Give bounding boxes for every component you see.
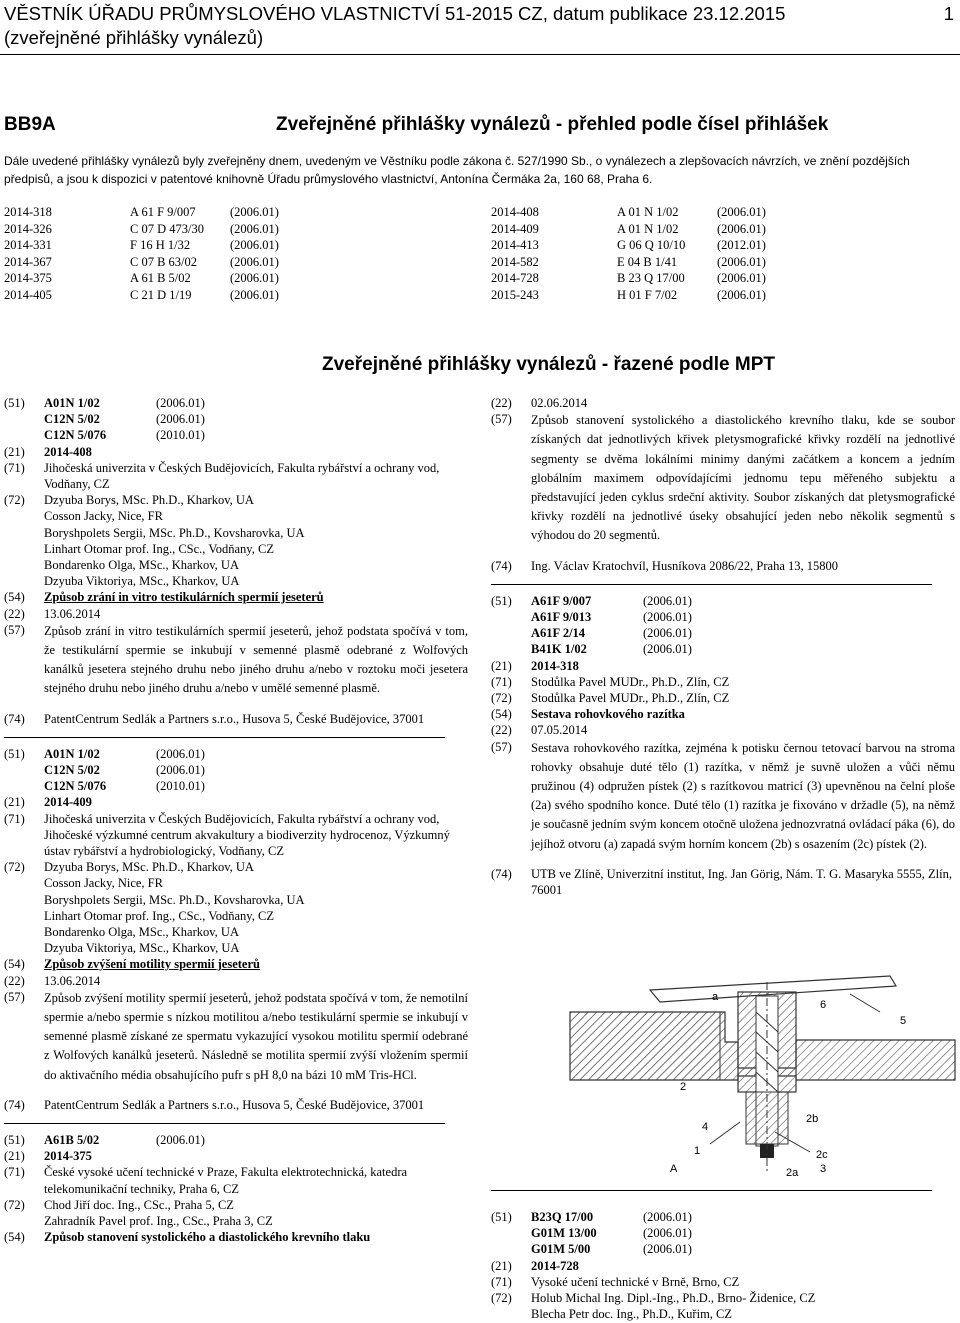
right-column bbox=[491, 395, 955, 898]
field-51: (51) B23Q 17/00 (2006.01) G01M 13/00 (2006.01) G01M 5/00 (2006.01) bbox=[491, 1209, 955, 1258]
index-num: 2014-405 bbox=[4, 287, 52, 302]
index-row bbox=[491, 288, 891, 305]
index-num: 2014-326 bbox=[4, 221, 52, 236]
index-row bbox=[4, 222, 404, 239]
field-51: (51) A61B 5/02 (2006.01) bbox=[4, 1132, 468, 1148]
index-cls: E 04 B 1/41 bbox=[617, 254, 678, 269]
index-row bbox=[491, 205, 891, 222]
classification-code: C12N 5/076 bbox=[44, 428, 107, 443]
drawing-label: 1 bbox=[694, 1145, 701, 1157]
applicant: Stodůlka Pavel MUDr., Ph.D., Zlín, CZ bbox=[531, 674, 730, 689]
abstract: Způsob zvýšení motility spermií jeseterů, jehož podstata spočívá v tom, že nemotilní spermie a/nebo spermie s nízkou motilitou a/nebo testikulární spermie se inkubují v semenné plasmě získané ze spermatu vykazující vysokou motilitu spermií odebrané z Wolfových kanálků jeseterů. Následně se motilita spermií zvýší vložením spermií do aktivačního média obsahujícího pufr s pH 8,0 na bázi 10 mM Tris-HCl. bbox=[44, 990, 468, 1082]
index-row bbox=[4, 271, 404, 288]
classification-version: (2006.01) bbox=[643, 1226, 692, 1241]
applicant: Jihočeská univerzita v Českých Budějovicích, Fakulta rybářství a ochrany vod, Jihočeské výzkumné centrum akvakultury a biodiverzity hydrocenoz, Výzkumný ústav rybářství a hydrobiologický, Vodňany, CZ bbox=[44, 811, 450, 858]
application-number: 2014-409 bbox=[44, 795, 92, 810]
application-number: 2014-408 bbox=[44, 444, 92, 459]
abstract: Způsob zrání in vitro testikulárních spermií jeseterů, jehož podstata spočívá v tom, že testikulární spermie se inkubují v semenné plasmě odebrané z Wolfových kanálků jesetera stejného druhu nebo jiného druhu a/nebo v roztoku moči jesetera stejného druhu nebo jiného druhu a/nebo v umělé semenné plasmě. bbox=[44, 623, 468, 696]
left-column bbox=[4, 395, 468, 1245]
classification-code: C12N 5/02 bbox=[44, 412, 100, 427]
classification-code: B23Q 17/00 bbox=[531, 1210, 594, 1224]
entry-2014-408: (51) A01N 1/02 (2006.01) C12N 5/02 (2006.01) C12N 5/076 (2010.01) (21) 2014-408 (71) Jihočeská univerzita v Českých Budějovicích, Fakulta rybářství a ochrany vod, Vodňany, CZ (72) Dzyuba Borys, MSc. Ph.D., Kharkov, UA Cosson Jacky, Nice, FR Boryshpolets Sergii, MSc. Ph.D., Kovsharovka, UA Linhart Otomar prof. Ing., CSc., Vodňany, CZ Bondarenko Olga, MSc., Kharkov, UA Dzyuba Viktoriya, MSc., Kharkov, UA (54) Způsob zrání in vitro testikulárních spermií jeseterů (22) 13.06.2014 (57) Způsob zrání in vitro testikulárních spermií jeseterů, jehož podstata spočívá v tom, že testikulární spermie se inkubují v semenné plasmě odebrané z Wolfových kanálků jesetera stejného druhu nebo jiného druhu a/nebo v roztoku moči jesetera stejného druhu nebo jiného druhu a/nebo v umělé semenné plasmě. (74) PatentCentrum Sedlák a Partners s.r.o., Husova 5, České Budějovice, 37001 bbox=[4, 396, 468, 726]
index-num: 2014-582 bbox=[491, 254, 539, 269]
index-ver: (2012.01) bbox=[717, 238, 766, 252]
index-cls: F 16 H 1/32 bbox=[130, 238, 191, 252]
inventors bbox=[531, 1290, 955, 1322]
classification-version: (2006.01) bbox=[156, 412, 205, 427]
classification-code: G01M 5/00 bbox=[531, 1242, 591, 1257]
header-rule bbox=[0, 54, 960, 55]
classification-line bbox=[4, 395, 468, 411]
classification-code: A01N 1/02 bbox=[44, 746, 100, 761]
index-num: 2014-413 bbox=[491, 238, 539, 252]
abstract: Sestava rohovkového razítka, zejména k potisku černou tetovací barvou na stroma rohovky obsahuje duté tělo (1) razítka, v němž je suvně uložen a vůči němu pružinou (4) odpružen pístek (2) s razítkovou matricí (3) upevněnou na čelní ploše (2a) svého spodního konce. Duté tělo (1) razítka je fixováno v držadle (5), na němž je současně jedním svým koncem otočně uložena jednozvratná ovládací páka (6), do jejíhož otvoru (a) zapadá svým horním koncem (2b) s osazením (2c) pístek (2). bbox=[531, 740, 955, 851]
inventor: Dzyuba Viktoriya, MSc., Kharkov, UA bbox=[44, 574, 240, 589]
field-51: (51) A01N 1/02 (2006.01) C12N 5/02 (2006.01) C12N 5/076 (2010.01) bbox=[4, 746, 468, 795]
index-cls: C 07 D 473/30 bbox=[130, 221, 204, 236]
application-number: 2014-375 bbox=[44, 1149, 92, 1164]
index-ver: (2006.01) bbox=[717, 254, 766, 269]
index-ver: (2006.01) bbox=[717, 271, 766, 285]
classification-code: C12N 5/076 bbox=[44, 779, 107, 794]
index-row bbox=[4, 205, 404, 222]
classification-line bbox=[491, 641, 955, 657]
classification-line bbox=[491, 1241, 955, 1257]
index-ver: (2006.01) bbox=[717, 287, 766, 302]
classification-line bbox=[4, 746, 468, 762]
agent: Ing. Václav Kratochvíl, Husníkova 2086/22, Praha 13, 15800 bbox=[531, 558, 839, 573]
inventor: Dzyuba Borys, MSc. Ph.D., Kharkov, UA bbox=[44, 493, 254, 508]
classification-line bbox=[4, 411, 468, 427]
classification-line bbox=[4, 778, 468, 794]
inventor: Bondarenko Olga, MSc., Kharkov, UA bbox=[44, 925, 239, 939]
invention-title: Způsob stanovení systolického a diastolického krevního tlaku bbox=[44, 1230, 371, 1245]
classification-version: (2006.01) bbox=[156, 746, 205, 761]
classification-code: A61F 2/14 bbox=[531, 626, 586, 641]
inventor: Bondarenko Olga, MSc., Kharkov, UA bbox=[44, 557, 239, 572]
drawing-label: 2a bbox=[786, 1167, 799, 1179]
classification-version: (2006.01) bbox=[643, 642, 692, 657]
index-row bbox=[491, 255, 891, 272]
agent: UTB ve Zlíně, Univerzitní institut, Ing. Jan Görig, Nám. T. G. Masaryka 5555, Zlín, 76001 bbox=[531, 866, 952, 898]
index-left bbox=[4, 205, 404, 304]
classification-code: A61F 9/013 bbox=[531, 610, 592, 625]
agent: PatentCentrum Sedlák a Partners s.r.o., Husova 5, České Budějovice, 37001 bbox=[44, 1097, 425, 1112]
index-cls: C 07 B 63/02 bbox=[130, 254, 198, 269]
entry-separator bbox=[4, 1123, 445, 1124]
index-cls: A 01 N 1/02 bbox=[617, 205, 679, 219]
drawing-label: 2 bbox=[680, 1081, 687, 1093]
index-num: 2014-367 bbox=[4, 254, 52, 269]
entry-separator bbox=[491, 1190, 932, 1191]
applicant: Jihočeská univerzita v Českých Budějovicích, Fakulta rybářství a ochrany vod, Vodňany, CZ bbox=[44, 460, 440, 491]
classification-line bbox=[4, 1132, 468, 1148]
classification-version: (2010.01) bbox=[156, 779, 205, 794]
field-51: (51) A61F 9/007 (2006.01) A61F 9/013 (2006.01) A61F 2/14 (2006.01) B41K 1/02 (2006.01) bbox=[491, 593, 955, 658]
inventors bbox=[531, 690, 955, 706]
drawing-label: a bbox=[712, 991, 719, 1003]
inventor: Zahradník Pavel prof. Ing., CSc., Praha 3, CZ bbox=[44, 1214, 273, 1229]
classification-version: (2006.01) bbox=[643, 1210, 692, 1224]
index-ver: (2006.01) bbox=[230, 238, 279, 252]
inventor: Blecha Petr doc. Ing., Ph.D., Kuřim, CZ bbox=[531, 1307, 733, 1322]
index-cls: A 61 F 9/007 bbox=[130, 205, 196, 219]
journal-title-line2: (zveřejněné přihlášky vynálezů) bbox=[4, 27, 264, 48]
agent: PatentCentrum Sedlák a Partners s.r.o., Husova 5, České Budějovice, 37001 bbox=[44, 711, 425, 726]
applicant: Vysoké učení technické v Brně, Brno, CZ bbox=[531, 1274, 740, 1289]
index-row bbox=[491, 271, 891, 288]
field-51: (51) A01N 1/02 (2006.01) C12N 5/02 (2006.01) C12N 5/076 (2010.01) bbox=[4, 395, 468, 444]
filing-date: 13.06.2014 bbox=[44, 973, 101, 988]
inventor: Linhart Otomar prof. Ing., CSc., Vodňany, CZ bbox=[44, 541, 274, 556]
index-cls: H 01 F 7/02 bbox=[617, 287, 678, 302]
filing-date: 13.06.2014 bbox=[44, 606, 101, 621]
classification-code: A61F 9/007 bbox=[531, 593, 592, 608]
classification-line bbox=[491, 593, 955, 609]
invention-title: Způsob zvýšení motility spermií jeseterů bbox=[44, 957, 260, 972]
application-number: 2014-728 bbox=[531, 1258, 579, 1273]
inventors bbox=[44, 492, 468, 589]
classification-version: (2006.01) bbox=[156, 763, 205, 777]
index-right bbox=[491, 205, 891, 304]
entry-2014-375: (51) A61B 5/02 (2006.01) (21) 2014-375 (71) České vysoké učení technické v Praze, Fakulta elektrotechnická, katedra telekomunikační techniky, Praha 6, CZ (72) Chod Jiří doc. Ing., CSc., Praha 5, CZ Zahradník Pavel prof. Ing., CSc., Praha 3, CZ (54) Způsob stanovení systolického a diastolického krevního tlaku bbox=[4, 1132, 468, 1245]
classification-version: (2006.01) bbox=[643, 626, 692, 641]
index-ver: (2006.01) bbox=[230, 221, 279, 236]
index-ver: (2006.01) bbox=[230, 254, 279, 269]
entry-2014-318: (51) A61F 9/007 (2006.01) A61F 9/013 (2006.01) A61F 2/14 (2006.01) B41K 1/02 (2006.01) (21) 2014-318 (71) Stodůlka Pavel MUDr., Ph.D., Zlín, CZ (72) Stodůlka Pavel MUDr., Ph.D., Zlín, CZ (54) Sestava rohovkového razítka (22) 07.05.2014 (57) Sestava rohovkového razítka, zejména k potisku černou tetovací barvou na stroma rohovky obsahuje duté tělo (1) razítka, v němž je suvně uložen a vůči němu pružinou (4) odpružen pístek (2) s razítkovou matricí (3) upevněnou na čelní ploše (2a) svého spodního konce. Duté tělo (1) razítka je fixováno v držadle (5), na němž je současně jedním svým koncem otočně uložena jednozvratná ovládací páka (6), do jejíhož otvoru (a) zapadá svým horním koncem (2b) s osazením (2c) pístek (2). (74) UTB ve Zlíně, Univerzitní institut, Ing. Jan Görig, Nám. T. G. Masaryka 5555, Zlín, 76001 bbox=[491, 593, 955, 898]
inventor: Stodůlka Pavel MUDr., Ph.D., Zlín, CZ bbox=[531, 690, 730, 705]
inventor: Dzyuba Viktoriya, MSc., Kharkov, UA bbox=[44, 941, 240, 956]
inventor: Boryshpolets Sergii, MSc. Ph.D., Kovsharovka, UA bbox=[44, 525, 305, 540]
applicant: České vysoké učení technické v Praze, Fakulta elektrotechnická, katedra telekomunikační techniky, Praha 6, CZ bbox=[44, 1165, 408, 1196]
drawing-label: 5 bbox=[900, 1015, 907, 1027]
index-num: 2014-318 bbox=[4, 205, 52, 219]
index-row bbox=[4, 255, 404, 272]
index-cls: A 01 N 1/02 bbox=[617, 221, 679, 236]
inventors bbox=[44, 1197, 468, 1229]
inventor: Holub Michal Ing. Dipl.-Ing., Ph.D., Brno- Židenice, CZ bbox=[531, 1290, 816, 1305]
classification-code: B41K 1/02 bbox=[531, 642, 587, 657]
entry-separator bbox=[4, 737, 445, 738]
classification-line bbox=[4, 427, 468, 443]
inventor: Linhart Otomar prof. Ing., CSc., Vodňany, CZ bbox=[44, 908, 274, 923]
classification-version: (2006.01) bbox=[643, 610, 692, 625]
inventor: Chod Jiří doc. Ing., CSc., Praha 5, CZ bbox=[44, 1197, 234, 1212]
application-number: 2014-318 bbox=[531, 658, 579, 673]
inventors bbox=[44, 859, 468, 956]
entry-separator bbox=[491, 584, 932, 585]
classification-line bbox=[491, 625, 955, 641]
index-row bbox=[491, 238, 891, 255]
classification-code: A01N 1/02 bbox=[44, 396, 100, 410]
invention-title: Sestava rohovkového razítka bbox=[531, 707, 685, 722]
section-code: BB9A bbox=[4, 114, 56, 135]
index-num: 2014-375 bbox=[4, 271, 52, 285]
classification-line bbox=[491, 609, 955, 625]
index-cls: C 21 D 1/19 bbox=[130, 287, 192, 302]
index-row bbox=[491, 222, 891, 239]
invention-title: Způsob zrání in vitro testikulárních spermií jeseterů bbox=[44, 590, 324, 605]
inventor: Boryshpolets Sergii, MSc. Ph.D., Kovsharovka, UA bbox=[44, 892, 305, 907]
index-ver: (2006.01) bbox=[230, 205, 279, 219]
classification-code: A61B 5/02 bbox=[44, 1133, 100, 1148]
index-ver: (2006.01) bbox=[717, 221, 766, 236]
page-number: 1 bbox=[943, 3, 954, 24]
index-cls: A 61 B 5/02 bbox=[130, 271, 191, 285]
classification-line bbox=[491, 1225, 955, 1241]
drawing-label: A bbox=[670, 1163, 678, 1175]
classification-version: (2010.01) bbox=[156, 428, 205, 443]
inventor: Cosson Jacky, Nice, FR bbox=[44, 509, 163, 524]
index-ver: (2006.01) bbox=[230, 287, 279, 302]
abstract: Způsob stanovení systolického a diastolického krevního tlaku, kde se soubor získaných dat jednotlivých křivek pletysmografické křivky rozdělí na jednotlivé segmenty se dvěma lokálními minimy danými začátkem a koncem a jedním globálním maximem odpovídajícími jednomu tepu měřeného subjektu a představující jeden cyklus srdeční aktivity. Soubor získaných dat pletysmografické křivky rozdělí na jednotlivé úseky obsahující jeden nebo několik segmentů s výhodou do 20 segmentů. bbox=[531, 413, 955, 543]
index-row bbox=[4, 288, 404, 305]
index-num: 2014-331 bbox=[4, 238, 52, 252]
drawing-label: 2b bbox=[806, 1113, 819, 1125]
entry-2014-728: (51) B23Q 17/00 (2006.01) G01M 13/00 (2006.01) G01M 5/00 (2006.01) (21) 2014-728 (71) Vysoké učení technické v Brně, Brno, CZ (72) Holub Michal Ing. Dipl.-Ing., Ph.D., Brno- Židenice, CZ Blecha Petr doc. Ing., Ph.D., Kuřim, CZ bbox=[491, 1209, 955, 1322]
index-num: 2015-243 bbox=[491, 287, 539, 302]
index-num: 2014-728 bbox=[491, 271, 539, 285]
index-cls: B 23 Q 17/00 bbox=[617, 271, 685, 285]
mpt-section-title: Zveřejněné přihlášky vynálezů - řazené podle MPT bbox=[322, 354, 775, 375]
classification-code: C12N 5/02 bbox=[44, 763, 100, 777]
section-title: Zveřejněné přihlášky vynálezů - přehled podle čísel přihlášek bbox=[276, 114, 829, 135]
drawing-label: 6 bbox=[820, 999, 827, 1011]
classification-line bbox=[4, 762, 468, 778]
index-num: 2014-409 bbox=[491, 221, 539, 236]
index-cls: G 06 Q 10/10 bbox=[617, 238, 686, 252]
section-intro: Dále uvedené přihlášky vynálezů byly zveřejněny dnem, uvedeným ve Věstníku podle zákona č. 527/1990 Sb., o vynálezech a zlepšovacích návrzích, ve znění pozdějších předpisů, a jsou k dispozici v patentové knihovně Úřadu průmyslového vlastnictví, Antonína Čermáka 2a, 160 68, Praha 6. bbox=[4, 154, 910, 186]
index-row bbox=[4, 238, 404, 255]
classification-line bbox=[491, 1209, 955, 1225]
classification-version: (2006.01) bbox=[643, 1242, 692, 1257]
stamp-technical-drawing bbox=[560, 972, 960, 1180]
classification-version: (2006.01) bbox=[156, 1133, 205, 1148]
inventor: Cosson Jacky, Nice, FR bbox=[44, 876, 163, 891]
index-num: 2014-408 bbox=[491, 205, 539, 219]
journal-header bbox=[4, 2, 956, 50]
drawing-label: 4 bbox=[702, 1121, 709, 1133]
journal-title-line1: VĚSTNÍK ÚŘADU PRŮMYSLOVÉHO VLASTNICTVÍ 51-2015 CZ, datum publikace 23.12.2015 bbox=[4, 3, 786, 24]
classification-code: G01M 13/00 bbox=[531, 1226, 597, 1241]
drawing-label: 3 bbox=[820, 1163, 827, 1175]
entry-2014-409: (51) A01N 1/02 (2006.01) C12N 5/02 (2006.01) C12N 5/076 (2010.01) (21) 2014-409 (71) Jihočeská univerzita v Českých Budějovicích, Fakulta rybářství a ochrany vod, Jihočeské výzkumné centrum akvakultury a biodiverzity hydrocenoz, Výzkumný ústav rybářství a hydrobiologický, Vodňany, CZ (72) Dzyuba Borys, MSc. Ph.D., Kharkov, UA Cosson Jacky, Nice, FR Boryshpolets Sergii, MSc. Ph.D., Kovsharovka, UA Linhart Otomar prof. Ing., CSc., Vodňany, CZ Bondarenko Olga, MSc., Kharkov, UA Dzyuba Viktoriya, MSc., Kharkov, UA (54) Způsob zvýšení motility spermií jeseterů (22) 13.06.2014 (57) Způsob zvýšení motility spermií jeseterů, jehož podstata spočívá v tom, že nemotilní spermie a/nebo spermie s nízkou motilitou a/nebo testikulární spermie se inkubují v semenné plasmě získané ze spermatu vykazující vysokou motilitu spermií odebrané z Wolfových kanálků jeseterů. Následně se motilita spermií zvýší vložením spermií do aktivačního média obsahujícího pufr s pH 8,0 na bázi 10 mM Tris-HCl. (74) PatentCentrum Sedlák a Partners s.r.o., Husova 5, České Budějovice, 37001 bbox=[4, 746, 468, 1112]
entry-2014-375-continued: (22) 02.06.2014 (57) Způsob stanovení systolického a diastolického krevního tlaku, kde se soubor získaných dat jednotlivých křivek pletysmografické křivky rozdělí na jednotlivé segmenty se dvěma lokálními minimy danými začátkem a koncem a jedním globálním maximem odpovídajícími jednomu tepu měřeného subjektu a představující jeden cyklus srdeční aktivity. Soubor získaných dat pletysmografické křivky rozdělí na jednotlivé úseky obsahující jeden nebo několik segmentů s výhodou do 20 segmentů. (74) Ing. Václav Kratochvíl, Husníkova 2086/22, Praha 13, 15800 bbox=[491, 396, 955, 573]
inventor: Dzyuba Borys, MSc. Ph.D., Kharkov, UA bbox=[44, 860, 254, 875]
filing-date: 07.05.2014 bbox=[531, 723, 588, 738]
index-ver: (2006.01) bbox=[717, 205, 766, 219]
classification-version: (2006.01) bbox=[643, 593, 692, 608]
classification-version: (2006.01) bbox=[156, 396, 205, 410]
filing-date: 02.06.2014 bbox=[531, 396, 588, 410]
drawing-label: 2c bbox=[816, 1149, 828, 1161]
index-ver: (2006.01) bbox=[230, 271, 279, 285]
